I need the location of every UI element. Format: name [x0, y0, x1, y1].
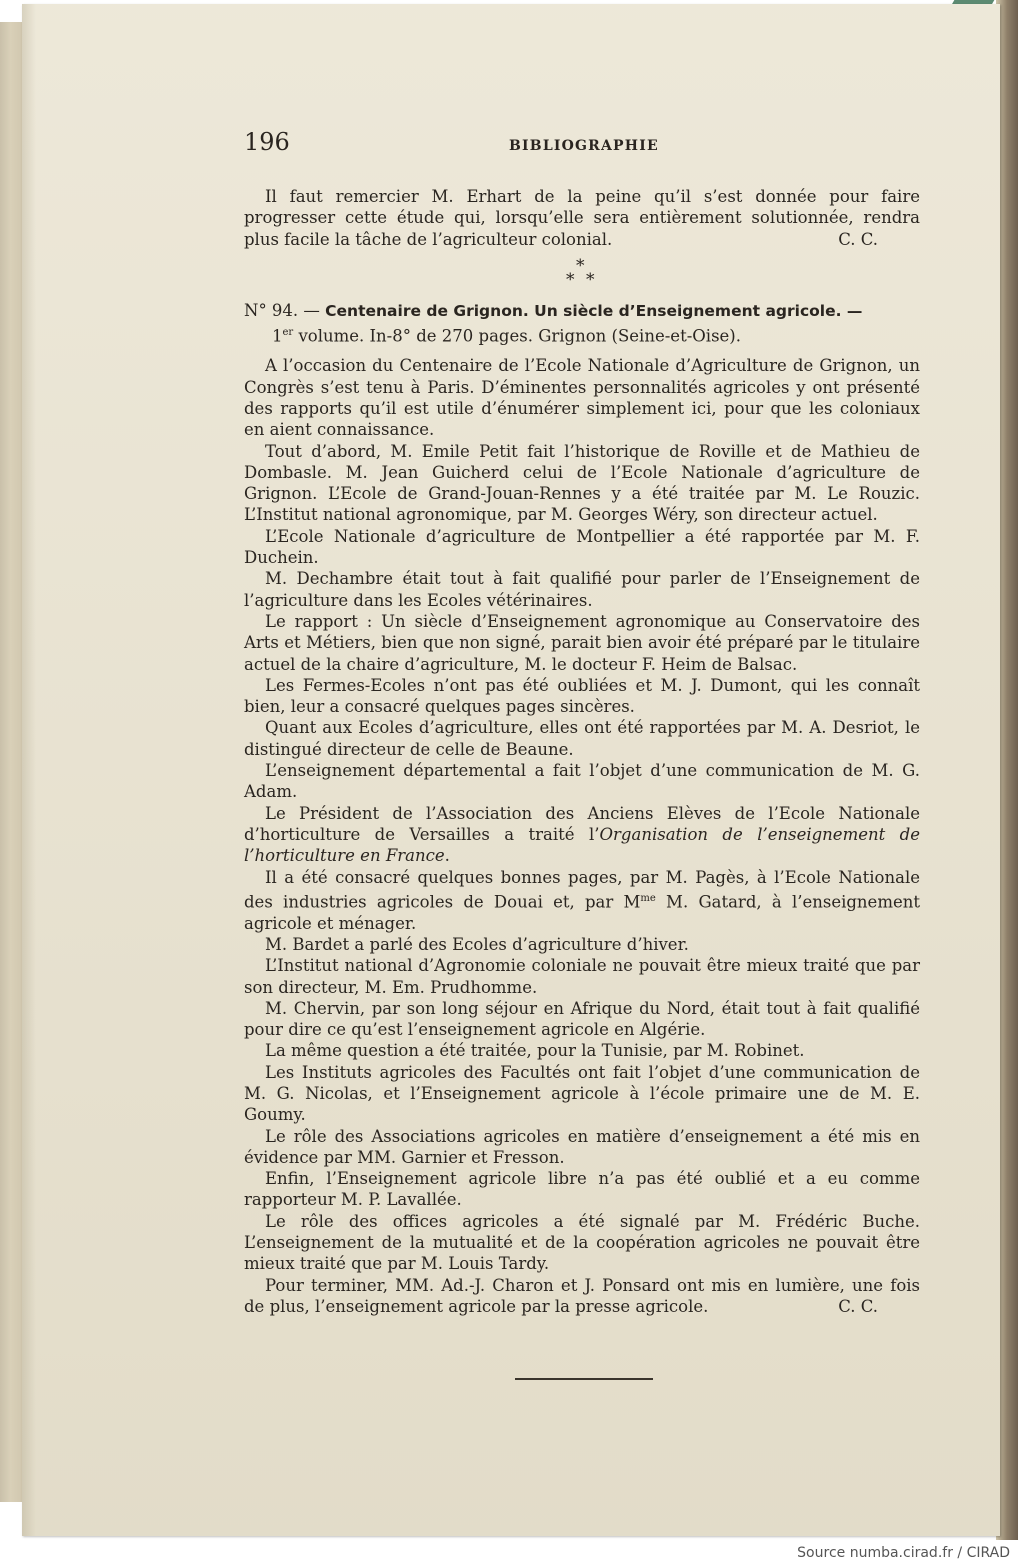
- paragraph: Quant aux Ecoles d’agriculture, elles ont été rapportées par M. A. Desriot, le distingué directeur de celle de Beaune.: [244, 718, 920, 759]
- paragraph: M. Bardet a parlé des Ecoles d’agriculture d’hiver.: [265, 934, 689, 954]
- entry-title: Centenaire de Grignon. Un siècle d’Enseignement agricole. —: [325, 301, 863, 320]
- bibliography-entry: [244, 300, 920, 348]
- source-credit: Source numba.cirad.fr / CIRAD: [797, 1545, 1010, 1561]
- paragraph: Les Instituts agricoles des Facultés ont fait l’objet d’une communication de M. G. Nicolas, et l’Enseignement agricole à l’école primaire une de M. E. Goumy.: [244, 1062, 920, 1125]
- paragraph: M. Chervin, par son long séjour en Afrique du Nord, était tout à fait qualifié pour dire ce qu’est l’enseignement agricole en Algérie.: [244, 998, 920, 1040]
- page-number: 196: [244, 128, 290, 156]
- page-header: [244, 128, 920, 164]
- paragraph: Le rapport : Un siècle d’Enseignement agronomique au Conservatoire des Arts et Métiers, bien que non signé, parait bien avoir été préparé par le titulaire actuel de la chaire d’agriculture, M. le docteur F. Heim de Balsac.: [244, 611, 920, 674]
- paragraph: M. Dechambre était tout à fait qualifié pour parler de l’Enseignement de l’agriculture dans les Ecoles vétérinaires.: [244, 569, 920, 610]
- paragraph: La même question a été traitée, pour la Tunisie, par M. Robinet.: [265, 1041, 805, 1061]
- closing-rule: [515, 1378, 653, 1380]
- intro-paragraph: Il faut remercier M. Erhart de la peine qu’il s’est donnée pour faire progresser cette étude qui, lorsqu’elle sera entièrement solutionnée, rendra plus facile la tâche de l’agriculteur colonial. C. C.: [244, 187, 920, 249]
- section-separator-asterism: * * *: [566, 255, 595, 290]
- paragraph: Enfin, l’Enseignement agricole libre n’a pas été oublié et a eu comme rapporteur M. P. Lavallée.: [244, 1169, 920, 1210]
- paragraph: Tout d’abord, M. Emile Petit fait l’historique de Roville et de Mathieu de Dombasle. M. Jean Guicherd celui de l’Ecole Nationale d’agriculture de Grignon. L’Ecole de Grand-Jouan-Rennes y a été traitée par M. Le Rouzic. L’Institut national agronomique, par M. Georges Wéry, son directeur actuel.: [244, 441, 920, 525]
- page-body: [244, 186, 920, 1317]
- final-signature: C. C.: [838, 1296, 878, 1316]
- paragraph-versailles: Le Président de l’Association des Anciens Elèves de l’Ecole Nationale d’horticulture de Versailles a traité l’Organisation de l’enseignement de l’horticulture en France.: [244, 803, 920, 866]
- entry-number: N° 94. —: [244, 300, 320, 320]
- paragraph: Les Fermes-Ecoles n’ont pas été oubliées et M. J. Dumont, qui les connaît bien, leur a consacré quelques pages sincères.: [244, 675, 920, 717]
- paragraph: L’Ecole Nationale d’agriculture de Montpellier a été rapportée par M. F. Duchein.: [244, 526, 920, 568]
- paragraph: Le rôle des offices agricoles a été signalé par M. Frédéric Buche. L’enseignement de la mutualité et de la coopération agricoles ne pouvait être mieux traité que par M. Louis Tardy.: [244, 1211, 920, 1274]
- intro-signature: C. C.: [838, 229, 878, 249]
- paragraph: L’Institut national d’Agronomie coloniale ne pouvait être mieux traité que par son directeur, M. Em. Prudhomme.: [244, 956, 920, 997]
- paragraph-douai: Il a été consacré quelques bonnes pages, par M. Pagès, à l’Ecole Nationale des industries agricoles de Douai et, par $M^{me}$ M. Gatard, à l’enseignement agricole et ménager.: [244, 867, 920, 933]
- paragraph: L’enseignement départemental a fait l’objet d’une communication de M. G. Adam.: [244, 761, 920, 802]
- paragraph: A l’occasion du Centenaire de l’Ecole Nationale d’Agriculture de Grignon, un Congrès s’est tenu à Paris. D’éminentes personnalités agricoles y ont présenté des rapports qu’il est utile d’énumérer simplement ici, pour que les coloniaux en aient connaissance.: [244, 356, 920, 440]
- running-title: BIBLIOGRAPHIE: [509, 138, 659, 154]
- final-paragraph: Pour terminer, MM. Ad.-J. Charon et J. Ponsard ont mis en lumière, une fois de plus, l’enseignement agricole par la presse agricole. C. C.: [244, 1275, 920, 1316]
- entry-details: 1er volume. In-8° de 270 pages. Grignon (Seine-et-Oise).: [272, 326, 741, 346]
- italic-title: Organisation de l’enseignement de l’horticulture en France: [244, 824, 920, 866]
- paragraph: Le rôle des Associations agricoles en matière d’enseignement a été mis en évidence par MM. Garnier et Fresson.: [244, 1126, 920, 1167]
